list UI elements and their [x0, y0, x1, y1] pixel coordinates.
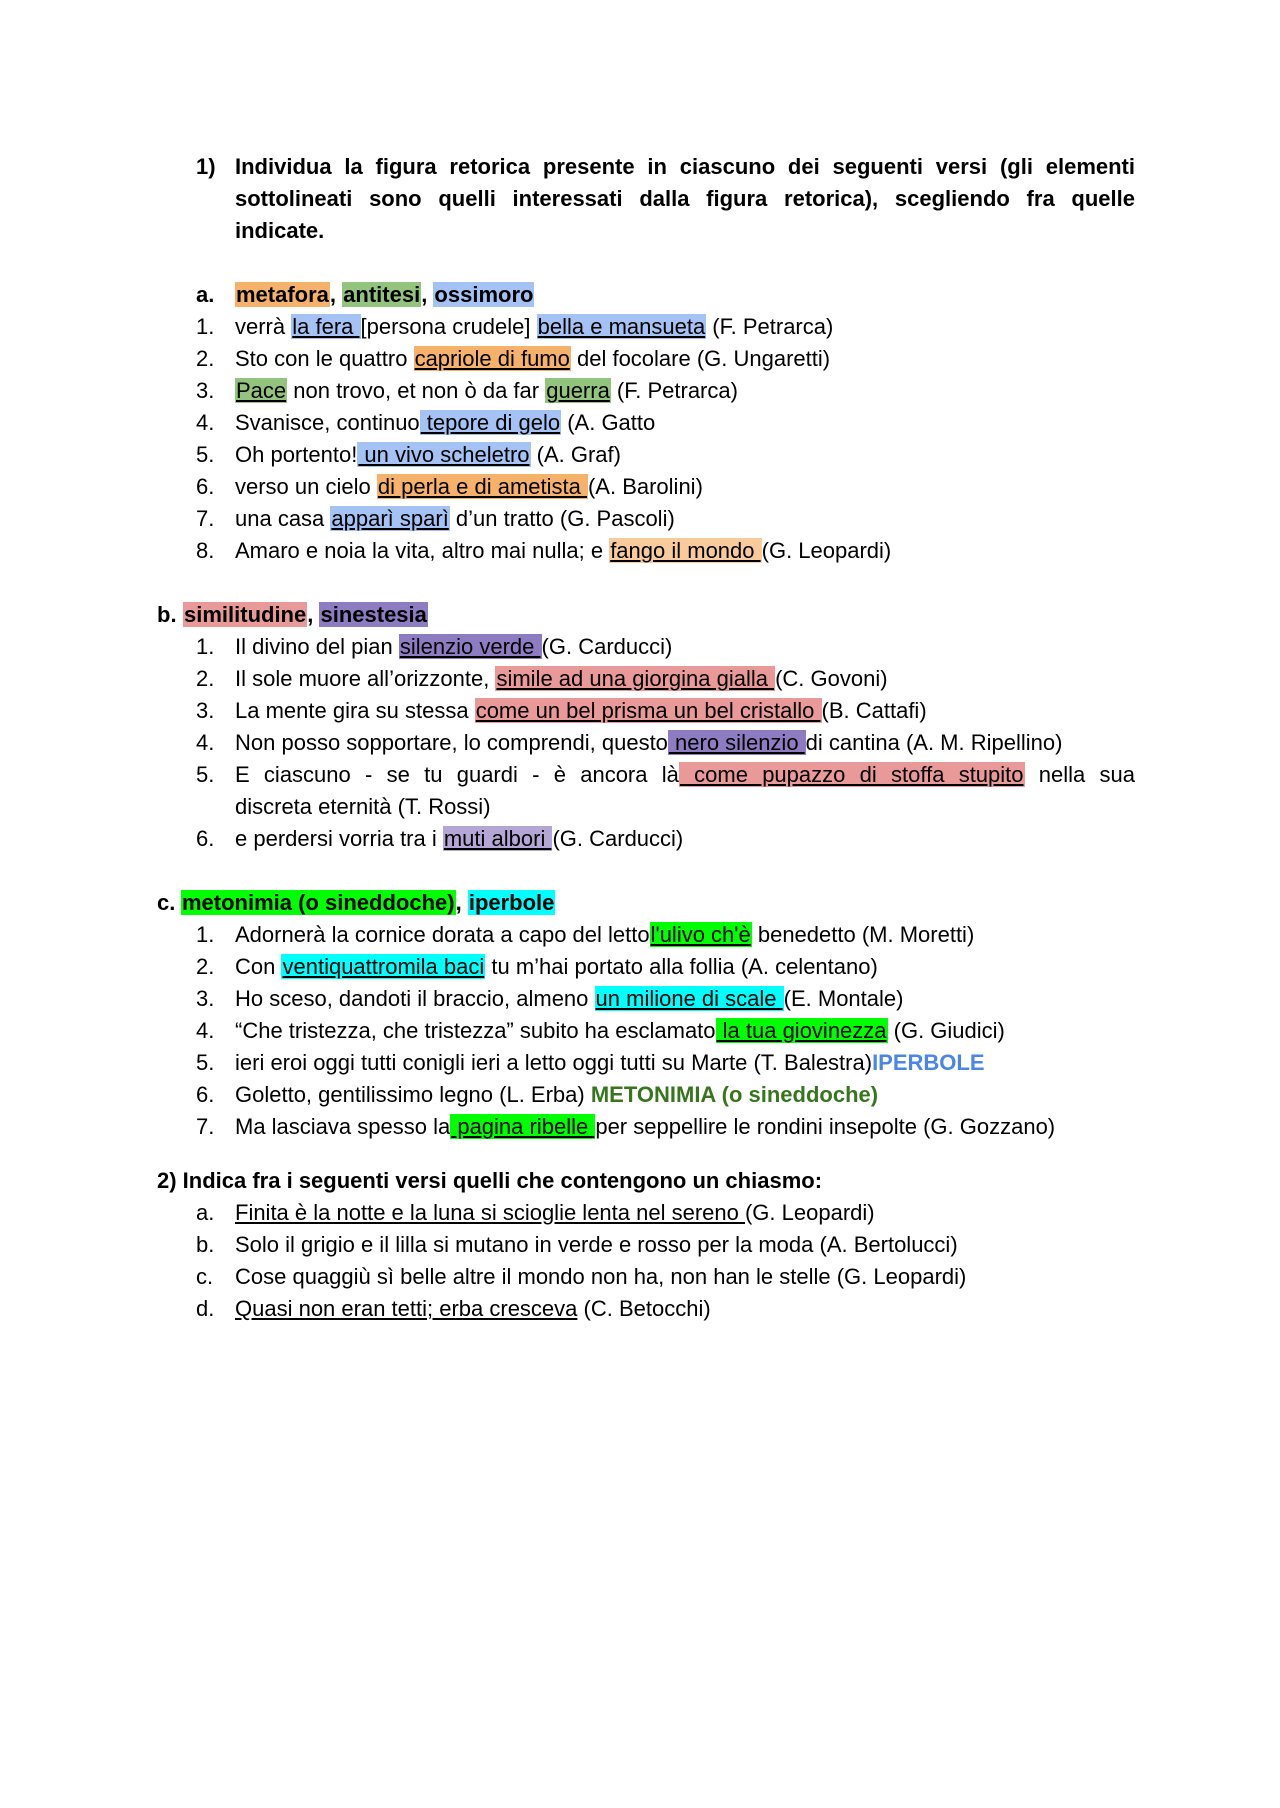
- text: Oh portento!: [235, 442, 358, 467]
- text: d’un tratto (G. Pascoli): [449, 506, 675, 531]
- section-b-item-3: [235, 696, 927, 726]
- section-c-item-3: [235, 984, 903, 1014]
- section-c-heading: [181, 888, 555, 918]
- section-a-item-7-number: 7.: [196, 506, 215, 531]
- text: Adornerà la cornice dorata a capo del letto: [235, 922, 650, 947]
- q1-line-2: sottolineati sono quelli interessati dalla figura retorica), scegliendo fra quelle: [235, 186, 1135, 211]
- section-c-item-1-number: 1.: [196, 922, 215, 947]
- highlight: di perla e di ametista: [377, 474, 587, 499]
- text: La mente gira su stessa: [235, 698, 475, 723]
- section-a-heading: [235, 280, 534, 310]
- q1-line-1: Individua la figura retorica presente in ciascuno dei seguenti versi (gli elementi: [235, 154, 1135, 179]
- text: Amaro e noia la vita, altro mai nulla; e: [235, 538, 610, 563]
- text: Ma lasciava spesso la: [235, 1114, 451, 1139]
- text: (F. Petrarca): [610, 378, 738, 403]
- text: (A. Gatto: [561, 410, 656, 435]
- text: Il sole muore all’orizzonte,: [235, 666, 496, 691]
- text: Svanisce, continuo: [235, 410, 420, 435]
- heading-sinestesia: sinestesia: [320, 602, 427, 627]
- text: Il divino del pian: [235, 634, 399, 659]
- text: (G. Giudici): [887, 1018, 1005, 1043]
- text: Con: [235, 954, 282, 979]
- section-a-item-7: [235, 504, 675, 534]
- section-b-item-4: [235, 728, 1062, 758]
- section-b-item-6-number: 6.: [196, 826, 215, 851]
- section-c-label: c.: [157, 890, 176, 915]
- text: (B. Cattafi): [821, 698, 927, 723]
- section-c-item-4-number: 4.: [196, 1018, 215, 1043]
- highlight: fango il mondo: [610, 538, 761, 563]
- section-a-item-6: [235, 472, 703, 502]
- text: (A. Barolini): [587, 474, 703, 499]
- section-a-item-2-number: 2.: [196, 346, 215, 371]
- section-a-item-3-number: 3.: [196, 378, 215, 403]
- separator: ,: [307, 602, 320, 627]
- section-c-item-1: [235, 920, 974, 950]
- q2-item-a: [235, 1198, 875, 1228]
- q2-item-b-label: b.: [196, 1232, 215, 1257]
- highlight: simile ad una giorgina gialla: [496, 666, 775, 691]
- separator: ,: [455, 890, 468, 915]
- section-c-item-3-number: 3.: [196, 986, 215, 1011]
- section-b-item-1: [235, 632, 672, 662]
- underlined-text: Quasi non eran tetti; erba cresceva: [235, 1296, 578, 1321]
- section-a-item-6-number: 6.: [196, 474, 215, 499]
- section-c-item-5: [235, 1048, 985, 1078]
- section-a-item-1-number: 1.: [196, 314, 215, 339]
- answer-metonimia: METONIMIA (o sineddoche): [590, 1082, 879, 1107]
- section-b-label: b.: [157, 602, 177, 627]
- heading-iperbole: iperbole: [468, 890, 555, 915]
- text: Ho sceso, dandoti il braccio, almeno: [235, 986, 595, 1011]
- underlined-text: Finita è la notte e la luna si scioglie lenta nel sereno: [235, 1200, 745, 1225]
- section-a-item-5-number: 5.: [196, 442, 215, 467]
- text: tu m’hai portato alla follia (A. celentano): [485, 954, 878, 979]
- text: “Che tristezza, che tristezza” subito ha esclamato: [235, 1018, 716, 1043]
- text: ieri eroi oggi tutti conigli ieri a letto oggi tutti su Marte (T. Balestra): [235, 1050, 873, 1075]
- separator: ,: [329, 282, 343, 307]
- highlight: come pupazzo di stoffa stupito: [679, 762, 1024, 787]
- section-a-item-8-number: 8.: [196, 538, 215, 563]
- highlight: guerra: [546, 378, 610, 403]
- text: Goletto, gentilissimo legno (L. Erba): [235, 1082, 591, 1107]
- highlight: un milione di scale: [595, 986, 783, 1011]
- section-a-item-4-number: 4.: [196, 410, 215, 435]
- highlight: bella e mansueta: [537, 314, 706, 339]
- text: di cantina (A. M. Ripellino): [805, 730, 1063, 755]
- section-b-item-5-continued: discreta eternità (T. Rossi): [235, 794, 491, 819]
- section-c-item-6-number: 6.: [196, 1082, 215, 1107]
- text: nella sua: [1024, 762, 1135, 787]
- text: non trovo, et non ò da far: [287, 378, 546, 403]
- heading-ossimoro: ossimoro: [434, 282, 534, 307]
- highlight: Pace: [236, 378, 287, 403]
- q1-line-3: indicate.: [235, 218, 325, 243]
- text: del focolare (G. Ungaretti): [570, 346, 831, 371]
- highlight: nero silenzio: [668, 730, 805, 755]
- q2-item-d-label: d.: [196, 1296, 215, 1321]
- text: (G. Leopardi): [744, 1200, 875, 1225]
- text: verrà: [235, 314, 292, 339]
- section-c-item-6: [235, 1080, 878, 1110]
- highlight: capriole di fumo: [414, 346, 570, 371]
- text: benedetto (M. Moretti): [751, 922, 975, 947]
- text: Sto con le quattro: [235, 346, 414, 371]
- highlight: l'ulivo ch'è: [650, 922, 751, 947]
- highlight: come un bel prisma un bel cristallo: [475, 698, 821, 723]
- highlight: ventiquattromila baci: [282, 954, 485, 979]
- q2-item-a-label: a.: [196, 1200, 215, 1225]
- section-b-item-6: [235, 824, 683, 854]
- text: (G. Carducci): [552, 826, 684, 851]
- section-c-item-7-number: 7.: [196, 1114, 215, 1139]
- q2-item-c-label: c.: [196, 1264, 214, 1289]
- heading-antitesi: antitesi: [343, 282, 421, 307]
- highlight: muti albori: [443, 826, 552, 851]
- section-a-item-8: [235, 536, 891, 566]
- highlight: silenzio verde: [399, 634, 541, 659]
- q2-item-c: Cose quaggiù sì belle altre il mondo non ha, non han le stelle (G. Leopardi): [235, 1264, 967, 1289]
- section-b-item-3-number: 3.: [196, 698, 215, 723]
- text: (E. Montale): [783, 986, 904, 1011]
- section-b-heading: [183, 600, 428, 630]
- text: [persona crudele]: [360, 314, 537, 339]
- q2-title: 2) Indica fra i seguenti versi quelli che contengono un chiasmo:: [157, 1168, 823, 1193]
- text: per seppellire le rondini insepolte (G. Gozzano): [595, 1114, 1056, 1139]
- text: E ciascuno - se tu guardi - è ancora là: [235, 762, 679, 787]
- text: (F. Petrarca): [706, 314, 834, 339]
- section-b-item-2-number: 2.: [196, 666, 215, 691]
- q2-item-b: Solo il grigio e il lilla si mutano in verde e rosso per la moda (A. Bertolucci): [235, 1232, 958, 1257]
- heading-metafora: metafora: [236, 282, 329, 307]
- section-b-item-1-number: 1.: [196, 634, 215, 659]
- section-c-item-4: [235, 1016, 1005, 1046]
- section-c-item-2: [235, 952, 878, 982]
- text: (A. Graf): [530, 442, 621, 467]
- text: verso un cielo: [235, 474, 377, 499]
- section-b-item-4-number: 4.: [196, 730, 215, 755]
- section-b-item-5: [235, 760, 1135, 790]
- section-a-item-4: [235, 408, 655, 438]
- text: (G. Leopardi): [761, 538, 892, 563]
- answer-iperbole: IPERBOLE: [872, 1050, 985, 1075]
- section-b-item-5-number: 5.: [196, 762, 215, 787]
- q1-number: 1): [196, 154, 216, 179]
- highlight: un vivo scheletro: [358, 442, 530, 467]
- heading-similitudine: similitudine: [184, 602, 307, 627]
- highlight: tepore di gelo: [420, 410, 561, 435]
- section-b-item-2: [235, 664, 888, 694]
- section-a-item-1: [235, 312, 833, 342]
- separator: ,: [421, 282, 434, 307]
- text: una casa: [235, 506, 331, 531]
- highlight: apparì sparì: [331, 506, 449, 531]
- section-a-label: a.: [196, 282, 215, 307]
- text: (C. Betocchi): [577, 1296, 711, 1321]
- text: (C. Govoni): [775, 666, 888, 691]
- section-a-item-3: [235, 376, 738, 406]
- highlight: la tua giovinezza: [716, 1018, 887, 1043]
- section-a-item-5: [235, 440, 621, 470]
- section-c-item-7: [235, 1112, 1055, 1142]
- q2-item-d: [235, 1294, 711, 1324]
- heading-metonimia: metonimia (o sineddoche): [182, 890, 455, 915]
- highlight: pagina ribelle: [451, 1114, 595, 1139]
- text: e perdersi vorria tra i: [235, 826, 443, 851]
- highlight: la fera: [292, 314, 360, 339]
- text: Non posso sopportare, lo comprendi, questo: [235, 730, 668, 755]
- section-a-item-2: [235, 344, 830, 374]
- section-c-item-5-number: 5.: [196, 1050, 215, 1075]
- section-c-item-2-number: 2.: [196, 954, 215, 979]
- text: (G. Carducci): [541, 634, 673, 659]
